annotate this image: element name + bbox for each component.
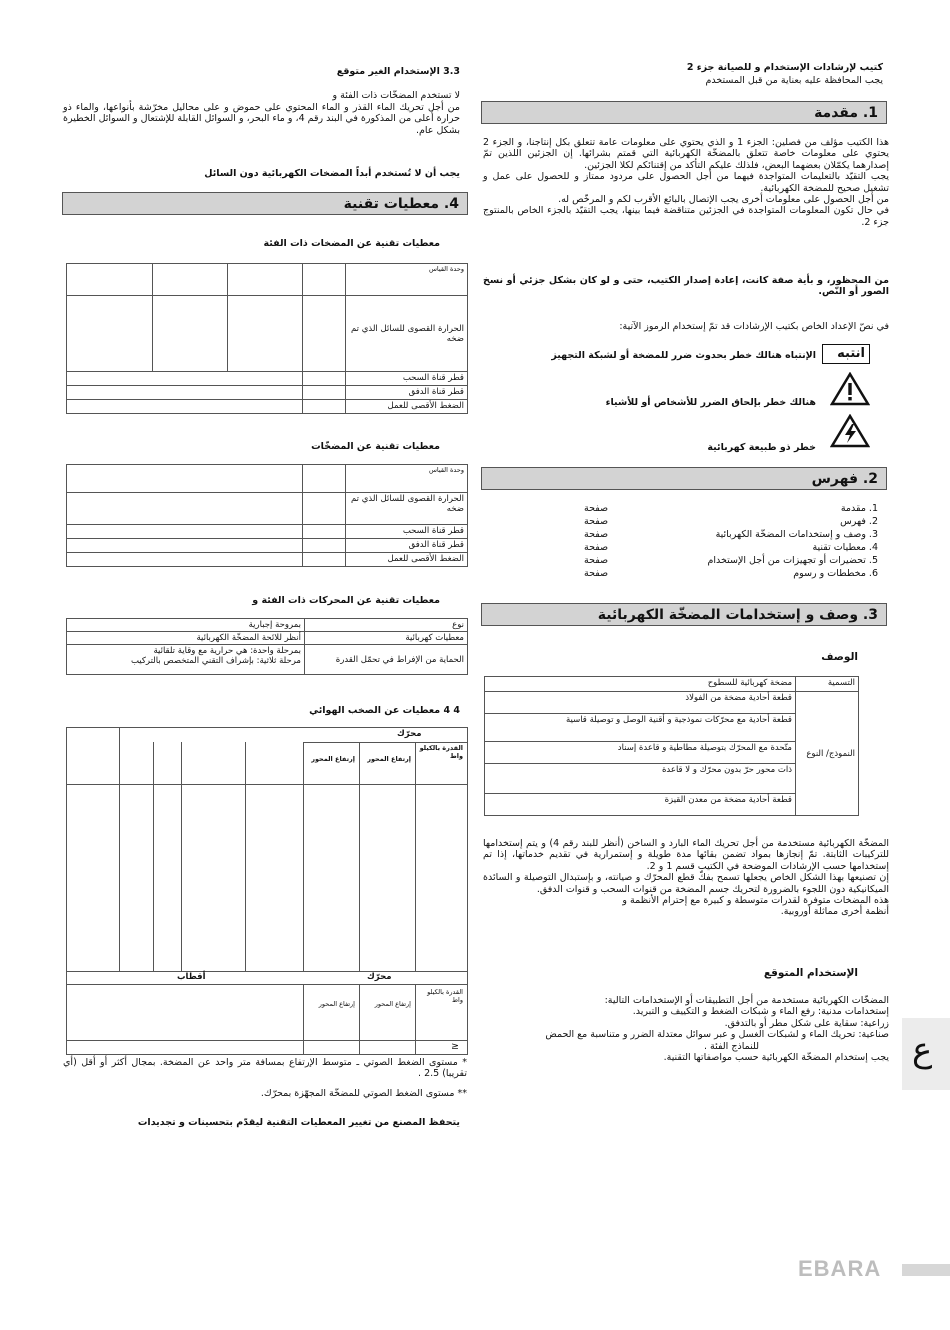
- unit-header: وحدة القياس: [346, 465, 468, 493]
- table-cell: مضخة كهربائية للسطوح: [485, 677, 796, 692]
- toc-item[interactable]: 3. وصف و إستخدامات المضخّة الكهربائية: [715, 529, 878, 540]
- pumps-data-title: معطيات تقنية عن المضخّات: [311, 441, 440, 452]
- table-row: قطعة أحادية مضخة من معدن القيزة: [485, 794, 796, 816]
- unintended-use-line: لا تستخدم المضخّات ذات الفئة و: [332, 90, 460, 101]
- symbols-intro: في نصّ الإعداد الخاص بكتيب الإرشادات قد تمّ إستخدام الرموز الآتية:: [619, 321, 889, 332]
- toc-item[interactable]: 5. تحضيرات أو تجهيزات من أجل الإستخدام: [707, 555, 878, 566]
- noise-data-table: [66, 727, 468, 1055]
- table-cell: أنظر للائحة المضخّة الكهربائية: [67, 632, 305, 645]
- height-header-2: إرتفاع المحور: [311, 755, 355, 763]
- table-row: متّحدة مع المحرّك بتوصيلة مطاطية و قاعدة إسناد: [485, 742, 796, 764]
- description-title: الوصف: [821, 651, 858, 663]
- attention-label: انتبه: [837, 346, 865, 361]
- table-row: الحماية من الإفراط في تحمّل القدرة: [305, 645, 468, 675]
- toc-item[interactable]: 2. فهرس: [840, 516, 878, 527]
- table-cell: [67, 465, 303, 493]
- use-industrial: صناعية: تحريك الماء و لشبكات الغسل و عبر سوائل معتدلة الضرر و متناسبة مع الحمض: [545, 1029, 889, 1041]
- table-row: معطيات كهربائية: [305, 632, 468, 645]
- unit-header: وحدة القياس: [346, 264, 468, 296]
- table-cell: [228, 296, 303, 372]
- table-row: قطعة أحادية مع محرّكات نموذجية و أقنية الوصل و توصيلة قاسية: [485, 714, 796, 742]
- table-cell: [153, 296, 228, 372]
- danger-warning-icon: [830, 372, 870, 406]
- table-row: الحرارة القصوى للسائل الذي تم ضخه: [346, 296, 468, 372]
- table-cell: بمروحة إجبارية: [67, 619, 305, 632]
- electric-text: خطر ذو طبيعة كهربائية: [707, 442, 816, 453]
- section-4-header: [62, 192, 468, 215]
- poles-header: أقطاب: [177, 972, 206, 982]
- motor-data-table: [66, 618, 468, 675]
- table-row: الضغط الأقصى للعمل: [346, 553, 468, 567]
- pump-data-title: معطيات تقنية عن المضخات ذات الفئة: [263, 238, 440, 249]
- intro-paragraph-4: في حال تكون المعلومات المتواجدة في الجزئين متناقضة فيما بينها، يجب التقيّد بالجزء الخاص بالمنتوج جزء 2.: [483, 205, 889, 228]
- toc-page: صفحة: [584, 516, 609, 527]
- copyright-warning: من المحظور، و بأية صفة كانت، إعادة إصدار الكتيب، حتى و لو كان بشكل جزئي أو نسخ الصور أو النّص.: [483, 275, 889, 298]
- no-dry-run-warning: يجب أن لا تُستخدم أبداً المضخات الكهربائية دون السائل: [204, 168, 460, 179]
- motor-data-title: معطيات تقنية عن المحركات ذات الفئة و: [252, 595, 440, 606]
- table-cell: [303, 264, 346, 296]
- table-cell: بمرحلة واحدة: هي حرارية مع وقاية تلقائية مرحلة ثلاثية: بإشراف التقني المتخصص بالتركيب: [67, 645, 305, 675]
- section-1-header: [481, 101, 887, 124]
- height-header: إرتفاع المحور: [367, 755, 411, 763]
- toc-page: صفحة: [584, 555, 609, 566]
- table-cell: [303, 465, 346, 493]
- usage-paragraph-4: أنظمة أخرى مماثلة أوروبية.: [780, 906, 889, 918]
- danger-text: هنالك خطر بإلحاق الضرر للأشخاص أو للأشياء: [605, 397, 816, 408]
- intro-paragraph-3: من أجل الحصول على معلومات أخرى يجب الإتصال بالبائع الأقرب لكم و المرخّص له.: [558, 194, 889, 206]
- table-row: الضغط الأقصى للعمل: [346, 400, 468, 414]
- table-row: قطعة أحادية مضخة من الفولاذ: [485, 692, 796, 714]
- table-cell: [228, 264, 303, 296]
- toc-page: صفحة: [584, 568, 609, 579]
- section-2-header: [481, 467, 887, 490]
- noise-data-title: 4 4 معطيات عن الصخب الهوائي: [309, 705, 460, 716]
- use-specs: يجب إستخدام المضخّة الكهربائية حسب مواصفاتها التقنية.: [663, 1052, 889, 1064]
- toc-item[interactable]: 4. معطيات تقنية: [812, 542, 878, 553]
- usage-paragraph-3: هذه المضخات متوفرة لقدرات متوسطة و كبيرة مع إحترام الأنظمة و: [622, 895, 889, 907]
- table-row: ذات محور حرّ بدون محرّك و لا قاعدة: [485, 764, 796, 794]
- table-of-contents: [560, 503, 878, 593]
- toc-page: صفحة: [584, 529, 609, 540]
- height-header-4: إرتفاع المحور: [318, 1000, 355, 1008]
- ebara-logo: EBARA: [798, 1256, 882, 1281]
- description-table: [484, 676, 859, 816]
- toc-page: صفحة: [584, 542, 609, 553]
- pumps-data-table: [66, 464, 468, 567]
- section-3-3-heading: 3.3 الإستخدام الغير متوقع: [336, 66, 460, 77]
- section-4-heading: 4. معطيات تقنية: [343, 196, 459, 212]
- noise-note-1: * مستوى الضغط الصوتي ـ متوسط الإرتفاع بمسافة متر واحد عن المضخة. بمجال أكثر أو أقل (أي تقريبا) 2.5 .: [63, 1057, 467, 1080]
- toc-page: صفحة: [584, 503, 609, 514]
- table-row: قطر قناة السحب: [346, 372, 468, 386]
- page-number: ع: [912, 1030, 933, 1070]
- use-civil: إستخدامات مدنية: رفع الماء و شبكات الضغط و التكييف و التبريد.: [632, 1006, 889, 1018]
- motor-header-2: محرّك: [367, 972, 392, 982]
- section-3-header: [481, 603, 887, 626]
- section-2-heading: 2. فهرس: [811, 471, 878, 487]
- use-intro: المضخّات الكهربائية مستخدمة من أجل التطبيقات أو الإستخدامات التالية:: [604, 995, 889, 1006]
- manufacturer-notice: يتحفظ المصنع من تغيير المعطيات التقنية ليقدّم بتحسينات و تجديدات: [137, 1117, 460, 1128]
- power-header: القدرة بالكيلو واط: [419, 744, 463, 760]
- less-equal-sign: ≤: [451, 1041, 459, 1052]
- booklet-subtitle: يجب المحافظة عليه بعناية من قبل المستخدم: [705, 75, 883, 86]
- booklet-title: كتيب لإرشادات الإستخدام و للصيانة جزء 2: [686, 62, 883, 73]
- unintended-use-paragraph: من أجل تحريك الماء القذر و الماء المحتوي على حموض و على محاليل مخرّشة بأنواعها، والماء ذو حرارة أعلى من المذكورة في البند رقم 4، و ماء البحر، و السوائل القابلة للإشتعال و السوائل الخطيرة بشكل عام.: [63, 102, 460, 136]
- section-1-heading: 1. مقدمة: [814, 105, 878, 121]
- usage-paragraph-1: المضخّة الكهربائية مستخدمة من أجل تحريك الماء البارد و الساخن (أنظر للبند رقم 4) و يتم إستخدامها للتركيبات الثابتة. تمّ إنجازها بمواد تضمن بقائها مدة طويلة و إستمرارية في تقديم خدماتها، إذا تم إستخدامها حسب الإرشادات الموضحة في الكتيب قسم 1 و 2.: [483, 838, 889, 872]
- section-3-heading: 3. وصف و إستخدامات المضخّة الكهربائية: [597, 607, 878, 623]
- motor-header: محرّك: [397, 729, 422, 739]
- table-cell: [303, 296, 346, 372]
- electric-hazard-icon: [830, 414, 870, 448]
- table-row: قطر قناة الدفق: [346, 386, 468, 400]
- table-cell: [67, 264, 153, 296]
- attention-text: الإنتباه هنالك خطر بحدوث ضرر للمضخة أو لشبكة التجهيز: [551, 350, 816, 361]
- noise-table-top: [67, 728, 467, 971]
- use-industrial-models: للنماذج الفئة .: [703, 1040, 759, 1052]
- table-row: نوع: [305, 619, 468, 632]
- model-type-label: النموذج/ النوع: [796, 692, 859, 816]
- table-cell: [153, 264, 228, 296]
- usage-paragraph-2: إن تصنيعها بهذا الشكل الخاص يجعلها تسمح بفكّ قطع المحرّك و صيانته، و بإستبدال التوصيلة و السائدة الميكانيكية دون اللجوء بالضرورة لتحريك جسم المضخة من قنوات السحب و قنوات الدفق.: [483, 872, 889, 895]
- noise-note-2: ** مستوى الضغط الصوتي للمضخّة المجهّزة بمحرّك.: [260, 1088, 467, 1099]
- intro-paragraph-1: هذا الكتيب مؤلف من فصلين: الجزء 1 و الذي يحتوي على معلومات عامة تتعلق بكل إنتاجنا، و الجزء 2 يحتوي على معلومات خاصة تتعلق بالمضخّة الكهربائية التي قمتم بشرائها. إن الجزئين اللذين تمّ إصدارهما يكمّلان بعضهما البعض، فلذلك عليكم التأكد من إقتنائكم لكلا الجزئين.: [483, 137, 889, 171]
- table-row: قطر قناة السحب: [346, 525, 468, 539]
- table-cell: التسمية: [796, 677, 859, 692]
- section-3-body: [483, 838, 889, 918]
- intro-paragraph-2: يجب التقيّد بالتعليمات المتواجدة فيهما من أجل الحصول على مردود ممتاز و للحصول على عمل و تشغيل صحيح للمضخة الكهربائية.: [483, 171, 889, 194]
- toc-item[interactable]: 1. مقدمة: [840, 503, 878, 514]
- table-cell: [67, 296, 153, 372]
- table-row: قطر قناة الدفق: [346, 539, 468, 553]
- height-header-3: إرتفاع المحور: [374, 1000, 411, 1008]
- page-number-tab: [902, 1018, 950, 1090]
- pump-data-table: [66, 263, 468, 414]
- attention-sign-icon: [822, 344, 870, 364]
- table-row: الحرارة القصوى للسائل الذي تم ضخه: [346, 493, 468, 525]
- intended-use-body: [483, 995, 889, 1063]
- use-agricultural: زراعية: سقاية على شكل مطر أو بالتدفق.: [724, 1017, 889, 1029]
- intended-use-title: الإستخدام المتوقع: [763, 967, 858, 979]
- toc-item[interactable]: 6. مخططات و رسوم: [793, 568, 878, 579]
- footer-bar: [902, 1264, 950, 1276]
- power-header-2: القدرة بالكيلو واط: [427, 988, 463, 1004]
- section-1-body: [483, 137, 889, 228]
